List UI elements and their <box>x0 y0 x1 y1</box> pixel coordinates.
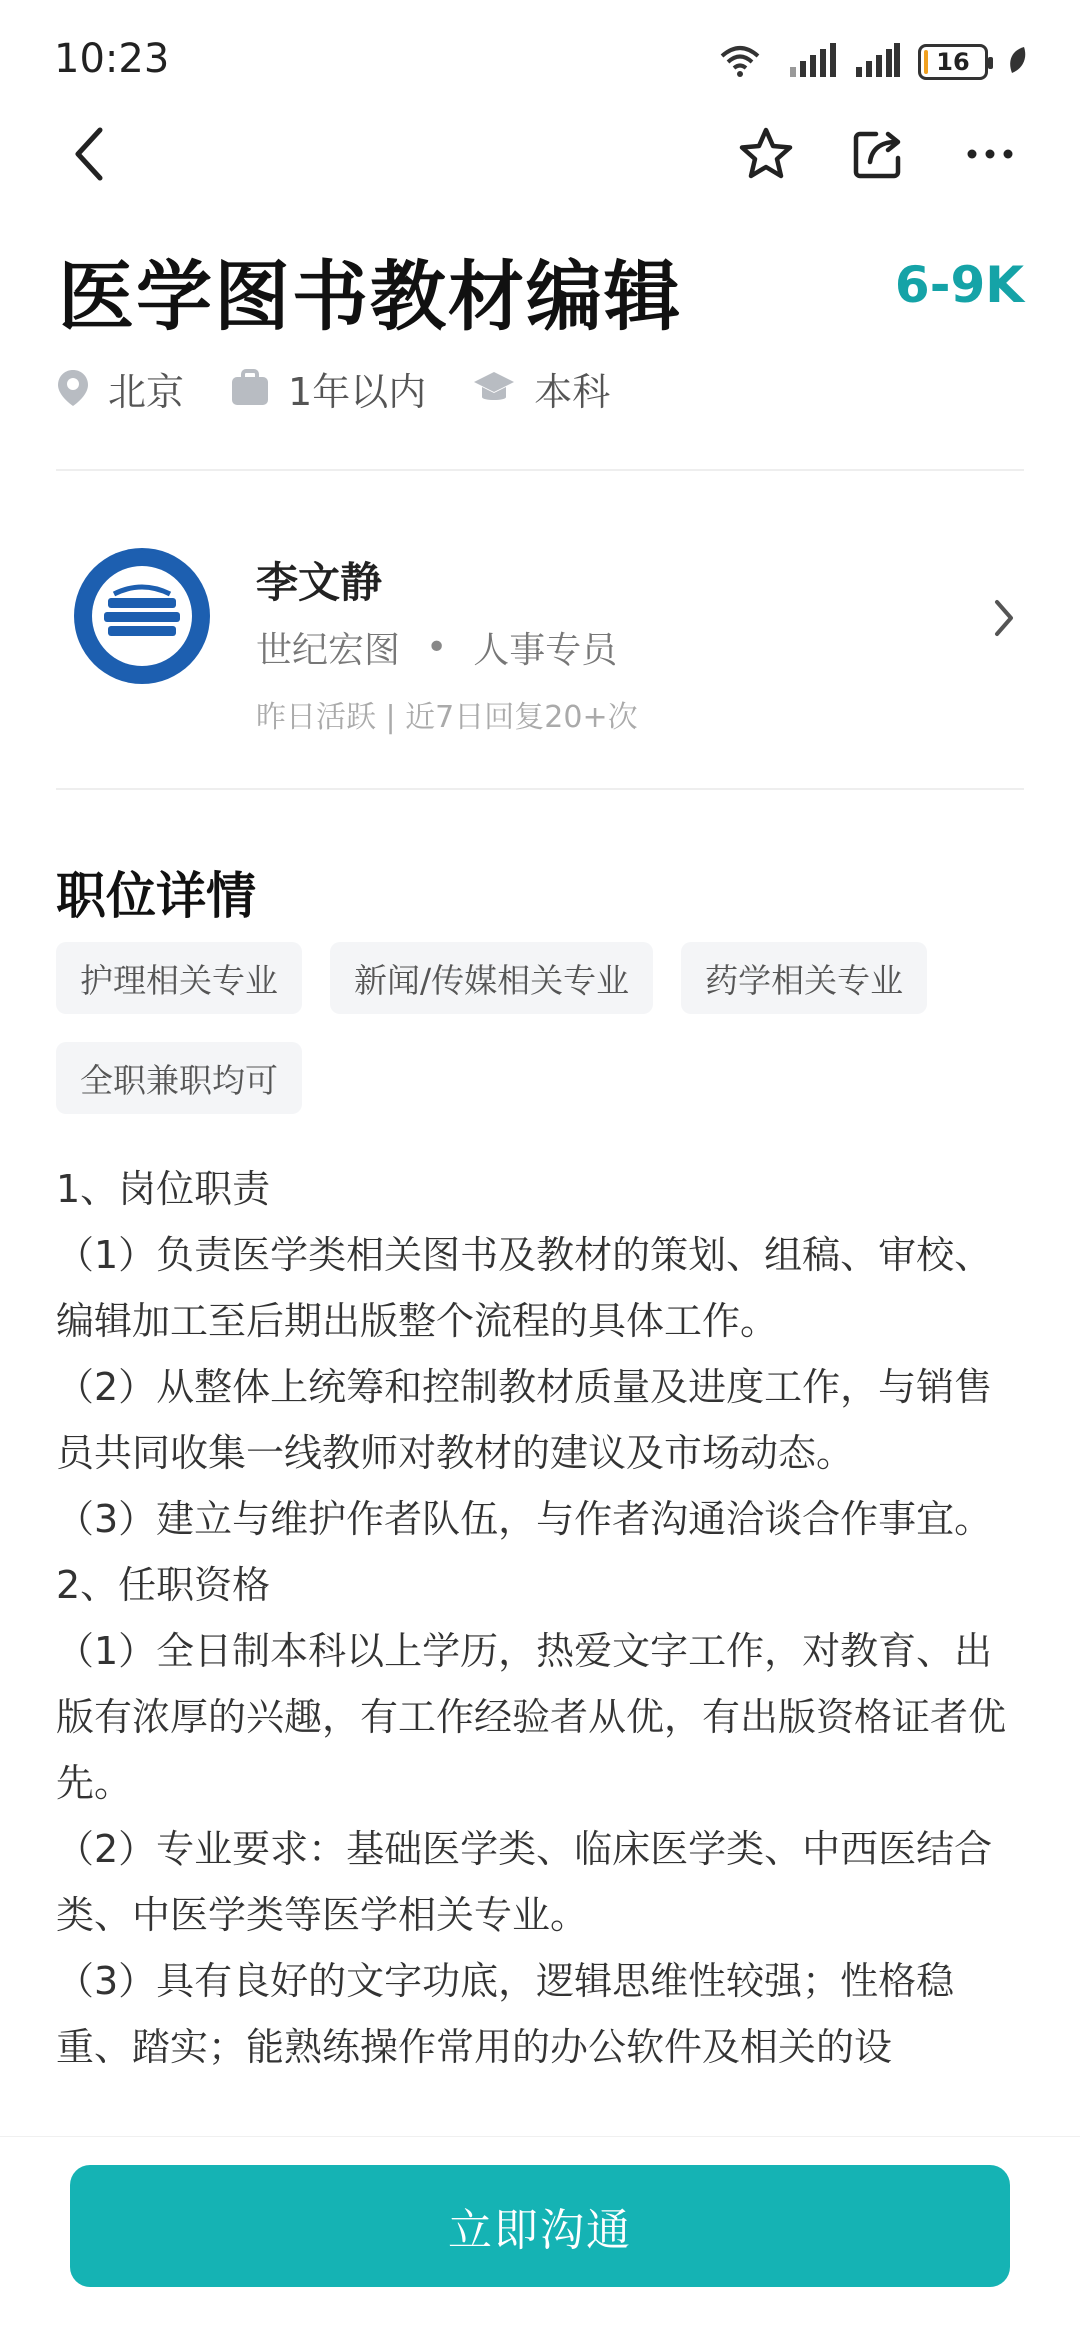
recruiter-card[interactable] <box>56 530 1024 735</box>
experience-text: 1年以内 <box>288 369 427 414</box>
job-meta-row <box>56 360 656 416</box>
more-dots-icon[interactable] <box>948 112 1032 196</box>
status-icons <box>716 42 1028 82</box>
status-bar <box>0 0 1080 120</box>
meta-experience <box>230 361 426 416</box>
description-line: 1、岗位职责 <box>56 1167 271 1211</box>
battery-icon <box>918 44 988 80</box>
location-pin-icon <box>56 368 90 408</box>
description-line: （3）具有良好的文字功底，逻辑思维性较强；性格稳重、踏实；能熟练操作常用的办公软件及相关的设 <box>56 1959 955 2069</box>
recruiter-name: 李文静 <box>256 558 383 607</box>
briefcase-icon <box>230 369 270 407</box>
tag: 药学相关专业 <box>681 942 927 1014</box>
divider <box>56 469 1024 471</box>
role-separator: • <box>426 627 448 668</box>
job-description <box>56 1156 1030 2080</box>
share-icon[interactable] <box>836 112 920 196</box>
description-line: （1）负责医学类相关图书及教材的策划、组稿、审校、编辑加工至后期出版整个流程的具体工作。 <box>56 1233 993 1343</box>
meta-location <box>56 361 184 416</box>
description-line: 2、任职资格 <box>56 1563 271 1607</box>
top-nav-bar <box>0 112 1080 196</box>
divider <box>56 788 1024 790</box>
battery-text: 16 <box>936 48 970 76</box>
description-line: （2）从整体上统筹和控制教材质量及进度工作，与销售员共同收集一线教师对教材的建议及市场动态。 <box>56 1365 993 1475</box>
job-title: 医学图书教材编辑 <box>58 252 682 341</box>
signal-icon-1 <box>782 43 838 81</box>
meta-education <box>472 361 610 416</box>
company-logo <box>74 548 210 684</box>
location-text: 北京 <box>108 369 185 414</box>
signal-icon-2 <box>856 43 900 81</box>
leaf-icon <box>1006 45 1028 79</box>
tag: 护理相关专业 <box>56 942 302 1014</box>
description-line: （3）建立与维护作者队伍，与作者沟通洽谈合作事宜。 <box>56 1497 993 1541</box>
recruiter-role-line <box>256 622 617 673</box>
description-line: （1）全日制本科以上学历，热爱文字工作，对教育、出版有浓厚的兴趣，有工作经验者从优，有出版资格证者优先。 <box>56 1629 1007 1805</box>
recruiter-company: 世纪宏图 <box>256 630 401 671</box>
bottom-action-bar <box>0 2136 1080 2331</box>
education-text: 本科 <box>534 369 611 414</box>
tag: 新闻/传媒相关专业 <box>330 942 653 1014</box>
status-time: 10:23 <box>54 36 170 82</box>
tag: 全职兼职均可 <box>56 1042 302 1114</box>
wifi-icon <box>716 42 764 82</box>
recruiter-activity: 昨日活跃 | 近7日回复20+次 <box>256 700 638 735</box>
graduation-cap-icon <box>472 370 516 406</box>
star-outline-icon[interactable] <box>724 112 808 196</box>
salary-range: 6-9K <box>894 256 1024 314</box>
chat-now-button[interactable]: 立即沟通 <box>70 2165 1010 2287</box>
battery-fill <box>924 50 928 74</box>
recruiter-role: 人事专员 <box>473 630 618 671</box>
chevron-right-icon[interactable] <box>984 588 1024 648</box>
battery-cap <box>988 57 993 69</box>
back-arrow-icon[interactable] <box>46 112 130 196</box>
description-line: （2）专业要求：基础医学类、临床医学类、中西医结合类、中医学类等医学相关专业。 <box>56 1827 993 1937</box>
section-title-details: 职位详情 <box>56 867 256 925</box>
tag-list <box>56 942 1036 1142</box>
